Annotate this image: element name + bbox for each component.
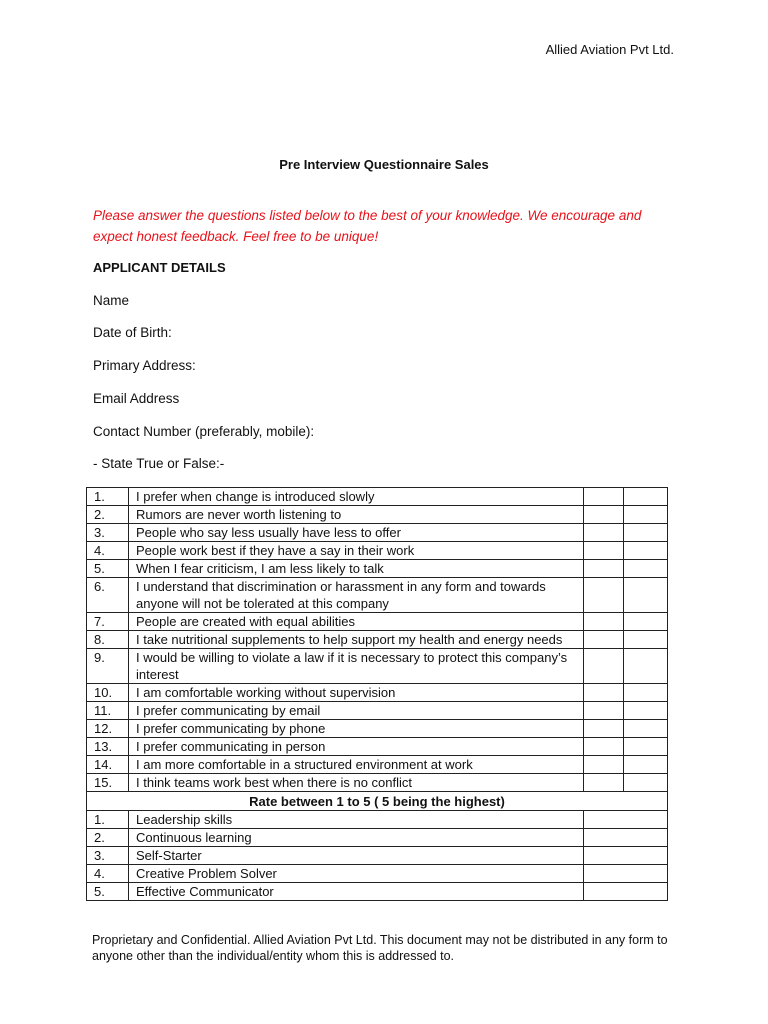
rating-text: Effective Communicator [129, 883, 584, 901]
answer-cell-false[interactable] [624, 506, 668, 524]
confidentiality-footer: Proprietary and Confidential. Allied Aviation Pvt Ltd. This document may not be distributed in any form to anyone other than the individual/entity whom this is addressed to. [92, 933, 668, 963]
statement-number: 5. [87, 560, 129, 578]
table-row [87, 738, 668, 756]
statement-number: 1. [87, 488, 129, 506]
answer-cell-true[interactable] [584, 613, 624, 631]
statement-text: Rumors are never worth listening to [129, 506, 584, 524]
rating-answer-cell[interactable] [584, 811, 668, 829]
statement-number: 2. [87, 506, 129, 524]
answer-cell-true[interactable] [584, 560, 624, 578]
table-row [87, 865, 668, 883]
rating-heading-row [87, 792, 668, 811]
table-row [87, 829, 668, 847]
answer-cell-true[interactable] [584, 631, 624, 649]
answer-cell-false[interactable] [624, 756, 668, 774]
statement-text: I think teams work best when there is no conflict [129, 774, 584, 792]
table-row [87, 631, 668, 649]
table-row [87, 847, 668, 865]
statement-text: I prefer communicating by email [129, 702, 584, 720]
rating-heading: Rate between 1 to 5 ( 5 being the highest) [87, 792, 668, 811]
field-email-label: Email Address [93, 391, 180, 406]
table-row [87, 649, 668, 684]
answer-cell-true[interactable] [584, 720, 624, 738]
table-row [87, 578, 668, 613]
rating-answer-cell[interactable] [584, 829, 668, 847]
table-row [87, 542, 668, 560]
table-row [87, 702, 668, 720]
statement-number: 4. [87, 542, 129, 560]
answer-cell-true[interactable] [584, 774, 624, 792]
answer-cell-true[interactable] [584, 488, 624, 506]
statement-number: 14. [87, 756, 129, 774]
rating-number: 1. [87, 811, 129, 829]
statement-number: 9. [87, 649, 129, 684]
applicant-details-heading: APPLICANT DETAILS [93, 260, 226, 275]
table-row [87, 811, 668, 829]
rating-text: Continuous learning [129, 829, 584, 847]
rating-answer-cell[interactable] [584, 847, 668, 865]
answer-cell-true[interactable] [584, 578, 624, 613]
table-row [87, 488, 668, 506]
statement-number: 8. [87, 631, 129, 649]
rating-number: 2. [87, 829, 129, 847]
answer-cell-true[interactable] [584, 738, 624, 756]
answer-cell-false[interactable] [624, 738, 668, 756]
rating-text: Self-Starter [129, 847, 584, 865]
statement-text: People who say less usually have less to offer [129, 524, 584, 542]
rating-answer-cell[interactable] [584, 883, 668, 901]
answer-cell-false[interactable] [624, 631, 668, 649]
rating-number: 3. [87, 847, 129, 865]
table-row [87, 613, 668, 631]
statement-text: I am comfortable working without supervision [129, 684, 584, 702]
document-title: Pre Interview Questionnaire Sales [279, 157, 489, 172]
questionnaire-table [86, 487, 668, 901]
table-row [87, 560, 668, 578]
statement-number: 11. [87, 702, 129, 720]
field-address-label: Primary Address: [93, 358, 196, 373]
statement-number: 15. [87, 774, 129, 792]
table-row [87, 506, 668, 524]
answer-cell-false[interactable] [624, 684, 668, 702]
answer-cell-false[interactable] [624, 524, 668, 542]
statement-text: I take nutritional supplements to help support my health and energy needs [129, 631, 584, 649]
company-header: Allied Aviation Pvt Ltd. [545, 42, 674, 57]
table-row [87, 774, 668, 792]
statement-text: I prefer communicating in person [129, 738, 584, 756]
statement-text: People are created with equal abilities [129, 613, 584, 631]
statement-text: People work best if they have a say in their work [129, 542, 584, 560]
field-dob-label: Date of Birth: [93, 325, 172, 340]
table-row [87, 720, 668, 738]
statement-text: I understand that discrimination or harassment in any form and towards anyone will not be tolerated at this company [129, 578, 584, 613]
statement-number: 12. [87, 720, 129, 738]
answer-cell-true[interactable] [584, 506, 624, 524]
field-name-label: Name [93, 293, 130, 308]
statement-text: I prefer communicating by phone [129, 720, 584, 738]
statement-number: 7. [87, 613, 129, 631]
rating-text: Creative Problem Solver [129, 865, 584, 883]
answer-cell-false[interactable] [624, 488, 668, 506]
table-row [87, 684, 668, 702]
statement-text: I am more comfortable in a structured environment at work [129, 756, 584, 774]
statement-number: 3. [87, 524, 129, 542]
answer-cell-false[interactable] [624, 720, 668, 738]
rating-text: Leadership skills [129, 811, 584, 829]
statement-text: I would be willing to violate a law if it is necessary to protect this company’s interest [129, 649, 584, 684]
table-row [87, 756, 668, 774]
answer-cell-false[interactable] [624, 560, 668, 578]
rating-number: 5. [87, 883, 129, 901]
table-row [87, 524, 668, 542]
true-false-prompt: - State True or False:- [93, 456, 225, 471]
answer-cell-true[interactable] [584, 684, 624, 702]
answer-cell-true[interactable] [584, 649, 624, 684]
answer-cell-false[interactable] [624, 702, 668, 720]
answer-cell-false[interactable] [624, 578, 668, 613]
answer-cell-true[interactable] [584, 756, 624, 774]
statement-number: 13. [87, 738, 129, 756]
field-contact-label: Contact Number (preferably, mobile): [93, 424, 315, 439]
answer-cell-false[interactable] [624, 649, 668, 684]
table-row [87, 883, 668, 901]
intro-instructions: Please answer the questions listed below to the best of your knowledge. We encourage and expect honest feedback. Feel free to be unique! [93, 208, 642, 244]
answer-cell-false[interactable] [624, 542, 668, 560]
answer-cell-true[interactable] [584, 702, 624, 720]
answer-cell-true[interactable] [584, 524, 624, 542]
answer-cell-false[interactable] [624, 774, 668, 792]
answer-cell-false[interactable] [624, 613, 668, 631]
statement-text: When I fear criticism, I am less likely to talk [129, 560, 584, 578]
statement-text: I prefer when change is introduced slowly [129, 488, 584, 506]
rating-answer-cell[interactable] [584, 865, 668, 883]
statement-number: 10. [87, 684, 129, 702]
statement-number: 6. [87, 578, 129, 613]
answer-cell-true[interactable] [584, 542, 624, 560]
rating-number: 4. [87, 865, 129, 883]
